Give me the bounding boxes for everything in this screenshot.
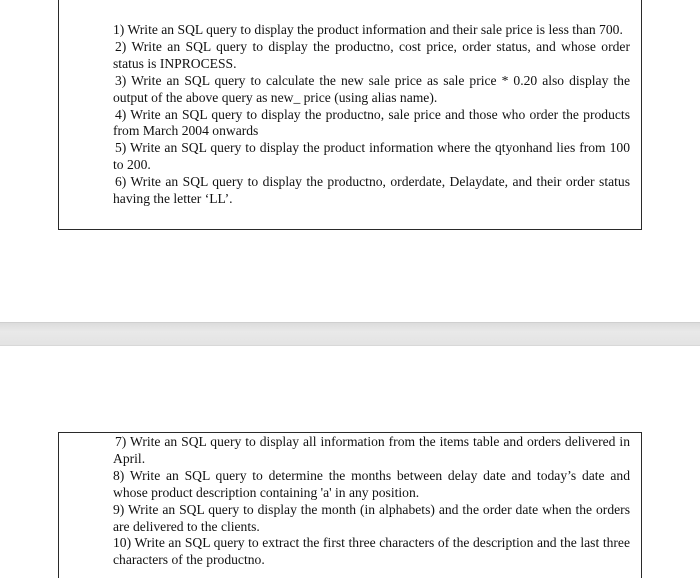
- question-1: 1) Write an SQL query to display the product information and their sale price is less than 700.: [113, 22, 623, 37]
- question-list-top: [113, 22, 630, 208]
- question-9: 9) Write an SQL query to display the month (in alphabets) and the order date when the orders are delivered to the clients.: [113, 501, 630, 534]
- question-list-bottom: [113, 434, 630, 569]
- page-separator: [0, 322, 700, 346]
- question-4: 4) Write an SQL query to display the productno, sale price and those who order the products from March 2004 onwards: [113, 106, 630, 139]
- question-3: 3) Write an SQL query to calculate the new sale price as sale price * 0.20 also display the output of the above query as new_ price (using alias name).: [113, 72, 630, 105]
- document-page-bottom: [58, 432, 642, 578]
- question-7: 7) Write an SQL query to display all information from the items table and orders delivered in April.: [113, 434, 630, 466]
- question-5: 5) Write an SQL query to display the product information where the qtyonhand lies from 100 to 200.: [113, 140, 630, 173]
- question-10: 10) Write an SQL query to extract the first three characters of the description and the last three characters of the productno.: [113, 535, 630, 568]
- question-2: 2) Write an SQL query to display the productno, cost price, order status, and whose order status is INPROCESS.: [113, 38, 630, 71]
- question-6: 6) Write an SQL query to display the productno, orderdate, Delaydate, and their order status having the letter ‘LL’.: [113, 174, 630, 207]
- document-page-top: [58, 0, 642, 230]
- question-8: 8) Write an SQL query to determine the months between delay date and today’s date and whose product description containing 'a' in any position.: [113, 467, 630, 500]
